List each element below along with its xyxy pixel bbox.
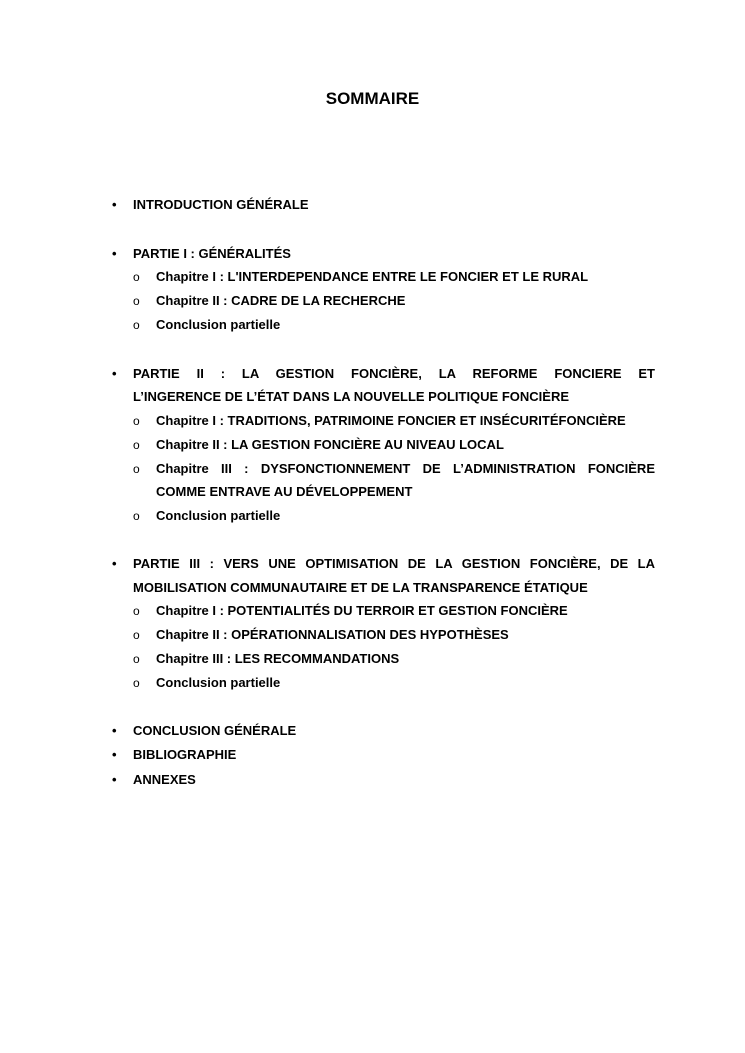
- sub-bullet-icon: o: [133, 628, 140, 642]
- sub-bullet-icon: o: [133, 462, 140, 476]
- toc-partie1-title: PARTIE I : GÉNÉRALITÉS: [133, 246, 291, 261]
- toc-conclusion: CONCLUSION GÉNÉRALE: [133, 723, 297, 738]
- bullet-icon: •: [112, 772, 117, 787]
- sub-bullet-icon: o: [133, 270, 140, 284]
- toc-partie2-conclusion: Conclusion partielle: [156, 508, 281, 523]
- toc-partie2-title-line1: PARTIE II : LA GESTION FONCIÈRE, LA REFORME FONCIERE ET: [133, 366, 655, 381]
- toc-bibliographie: BIBLIOGRAPHIE: [133, 747, 237, 762]
- toc-introduction: INTRODUCTION GÉNÉRALE: [133, 197, 309, 212]
- toc-partie2-title-line2: L’INGERENCE DE L’ÉTAT DANS LA NOUVELLE POLITIQUE FONCIÈRE: [133, 389, 570, 404]
- toc-partie3-chapter: Chapitre II : OPÉRATIONNALISATION DES HYPOTHÈSES: [156, 627, 509, 642]
- toc-partie1-chapter: Chapitre II : CADRE DE LA RECHERCHE: [156, 293, 406, 308]
- bullet-icon: •: [112, 366, 117, 381]
- bullet-icon: •: [112, 246, 117, 261]
- bullet-icon: •: [112, 723, 117, 738]
- sub-bullet-icon: o: [133, 509, 140, 523]
- bullet-icon: •: [112, 747, 117, 762]
- sub-bullet-icon: o: [133, 604, 140, 618]
- page-title: SOMMAIRE: [325, 89, 420, 108]
- sub-bullet-icon: o: [133, 294, 140, 308]
- toc-partie2-chapter-continued: COMME ENTRAVE AU DÉVELOPPEMENT: [156, 484, 413, 499]
- toc-partie2-chapter: Chapitre II : LA GESTION FONCIÈRE AU NIVEAU LOCAL: [156, 437, 504, 452]
- toc-partie2-chapter: Chapitre III : DYSFONCTIONNEMENT DE L’ADMINISTRATION FONCIÈRE: [156, 461, 655, 476]
- bullet-icon: •: [112, 556, 117, 571]
- toc-partie2-chapter: Chapitre I : TRADITIONS, PATRIMOINE FONCIER ET INSÉCURITÉFONCIÈRE: [156, 413, 626, 428]
- toc-partie3-title-line1: PARTIE III : VERS UNE OPTIMISATION DE LA GESTION FONCIÈRE, DE LA: [133, 556, 655, 571]
- sub-bullet-icon: o: [133, 414, 140, 428]
- toc-partie3-chapter: Chapitre I : POTENTIALITÉS DU TERROIR ET GESTION FONCIÈRE: [156, 603, 568, 618]
- sub-bullet-icon: o: [133, 318, 140, 332]
- toc-partie3-conclusion: Conclusion partielle: [156, 675, 281, 690]
- toc-partie1-chapter: Chapitre I : L'INTERDEPENDANCE ENTRE LE FONCIER ET LE RURAL: [156, 269, 589, 284]
- sub-bullet-icon: o: [133, 438, 140, 452]
- sub-bullet-icon: o: [133, 676, 140, 690]
- bullet-icon: •: [112, 197, 117, 212]
- sub-bullet-icon: o: [133, 652, 140, 666]
- toc-partie3-title-line2: MOBILISATION COMMUNAUTAIRE ET DE LA TRANSPARENCE ÉTATIQUE: [133, 580, 588, 595]
- toc-annexes: ANNEXES: [133, 772, 196, 787]
- toc-partie1-conclusion: Conclusion partielle: [156, 317, 281, 332]
- toc-partie3-chapter: Chapitre III : LES RECOMMANDATIONS: [156, 651, 400, 666]
